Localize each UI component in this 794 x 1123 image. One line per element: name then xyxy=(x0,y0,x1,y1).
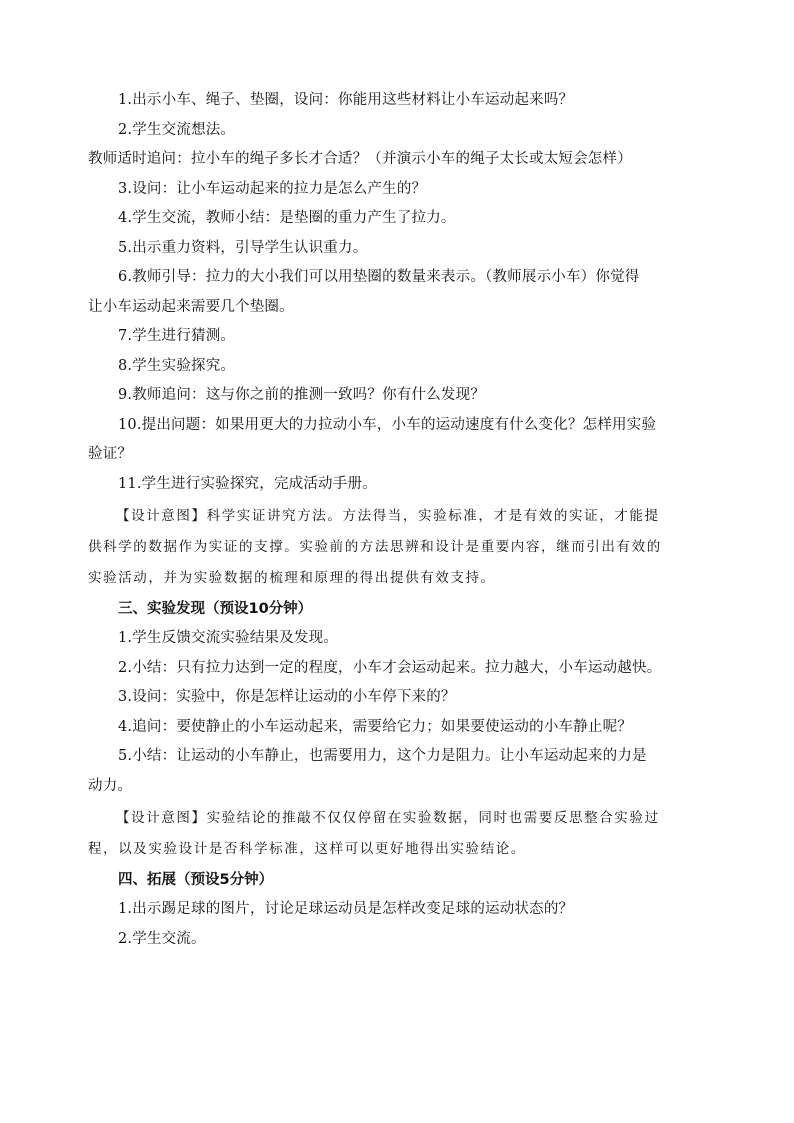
design-intent-1-line-3: 实验活动，并为实验数据的梳理和原理的得出提供有效支持。 xyxy=(88,570,496,586)
step-6: 6.教师引导：拉力的大小我们可以用垫圈的数量来表示。（教师展示小车）你觉得 xyxy=(118,269,640,285)
step-6-continued: 让小车运动起来需要几个垫圈。 xyxy=(88,298,294,315)
step-9: 9.教师追问：这与你之前的推测一致吗？你有什么发现？ xyxy=(118,387,486,403)
extension-step-1: 1.出示踢足球的图片，讨论足球运动员是怎样改变足球的运动状态的？ xyxy=(118,901,574,917)
step-5: 5.出示重力资料，引导学生认识重力。 xyxy=(118,239,368,256)
design-intent-1: 【设计意图】科学实证讲究方法。方法得当，实验标准，才是有效的实证，才能提 xyxy=(116,508,660,524)
section-heading-experiment-findings: 三、实验发现（预设10分钟） xyxy=(118,601,313,617)
findings-step-4: 4.追问：要使静止的小车运动起来，需要给它力；如果要使运动的小车静止呢？ xyxy=(118,718,633,735)
findings-step-3: 3.设问：实验中，你是怎样让运动的小车停下来的？ xyxy=(118,689,456,705)
extension-step-2: 2.学生交流。 xyxy=(118,930,206,947)
section-heading-extension: 四、拓展（预设5分钟） xyxy=(118,872,274,888)
step-10: 10.提出问题：如果用更大的力拉动小车，小车的运动速度有什么变化？怎样用实验 xyxy=(118,416,657,433)
step-10-continued: 验证？ xyxy=(88,446,133,462)
step-8: 8.学生实验探究。 xyxy=(118,357,236,374)
step-4: 4.学生交流，教师小结：是垫圈的重力产生了拉力。 xyxy=(118,210,456,226)
teacher-followup: 教师适时追问：拉小车的绳子多长才合适？（并演示小车的绳子太长或太短会怎样） xyxy=(88,151,632,167)
findings-step-1: 1.学生反馈交流实验结果及发现。 xyxy=(118,630,339,646)
findings-step-5: 5.小结：让运动的小车静止，也需要用力，这个力是阻力。让小车运动起来的力是 xyxy=(118,748,647,764)
lesson-content xyxy=(88,86,702,954)
step-11: 11.学生进行实验探究，完成活动手册。 xyxy=(118,475,377,492)
findings-step-2: 2.小结：只有拉力达到一定的程度，小车才会运动起来。拉力越大，小车运动越快。 xyxy=(118,659,662,676)
step-1: 1.出示小车、绳子、垫圈，设问：你能用这些材料让小车运动起来吗？ xyxy=(118,92,574,108)
findings-step-5-continued: 动力。 xyxy=(88,777,133,794)
design-intent-1-line-2: 供科学的数据作为实证的支撑。实验前的方法思辨和设计是重要内容，继而引出有效的 xyxy=(88,539,662,555)
step-2: 2.学生交流想法。 xyxy=(118,121,236,138)
design-intent-2: 【设计意图】实验结论的推敲不仅仅停留在实验数据，同时也需要反思整合实验过 xyxy=(116,810,660,826)
design-intent-2-line-2: 程，以及实验设计是否科学标准，这样可以更好地得出实验结论。 xyxy=(88,841,526,857)
step-3: 3.设问：让小车运动起来的拉力是怎么产生的？ xyxy=(118,180,427,197)
step-7: 7.学生进行猜测。 xyxy=(118,328,236,344)
